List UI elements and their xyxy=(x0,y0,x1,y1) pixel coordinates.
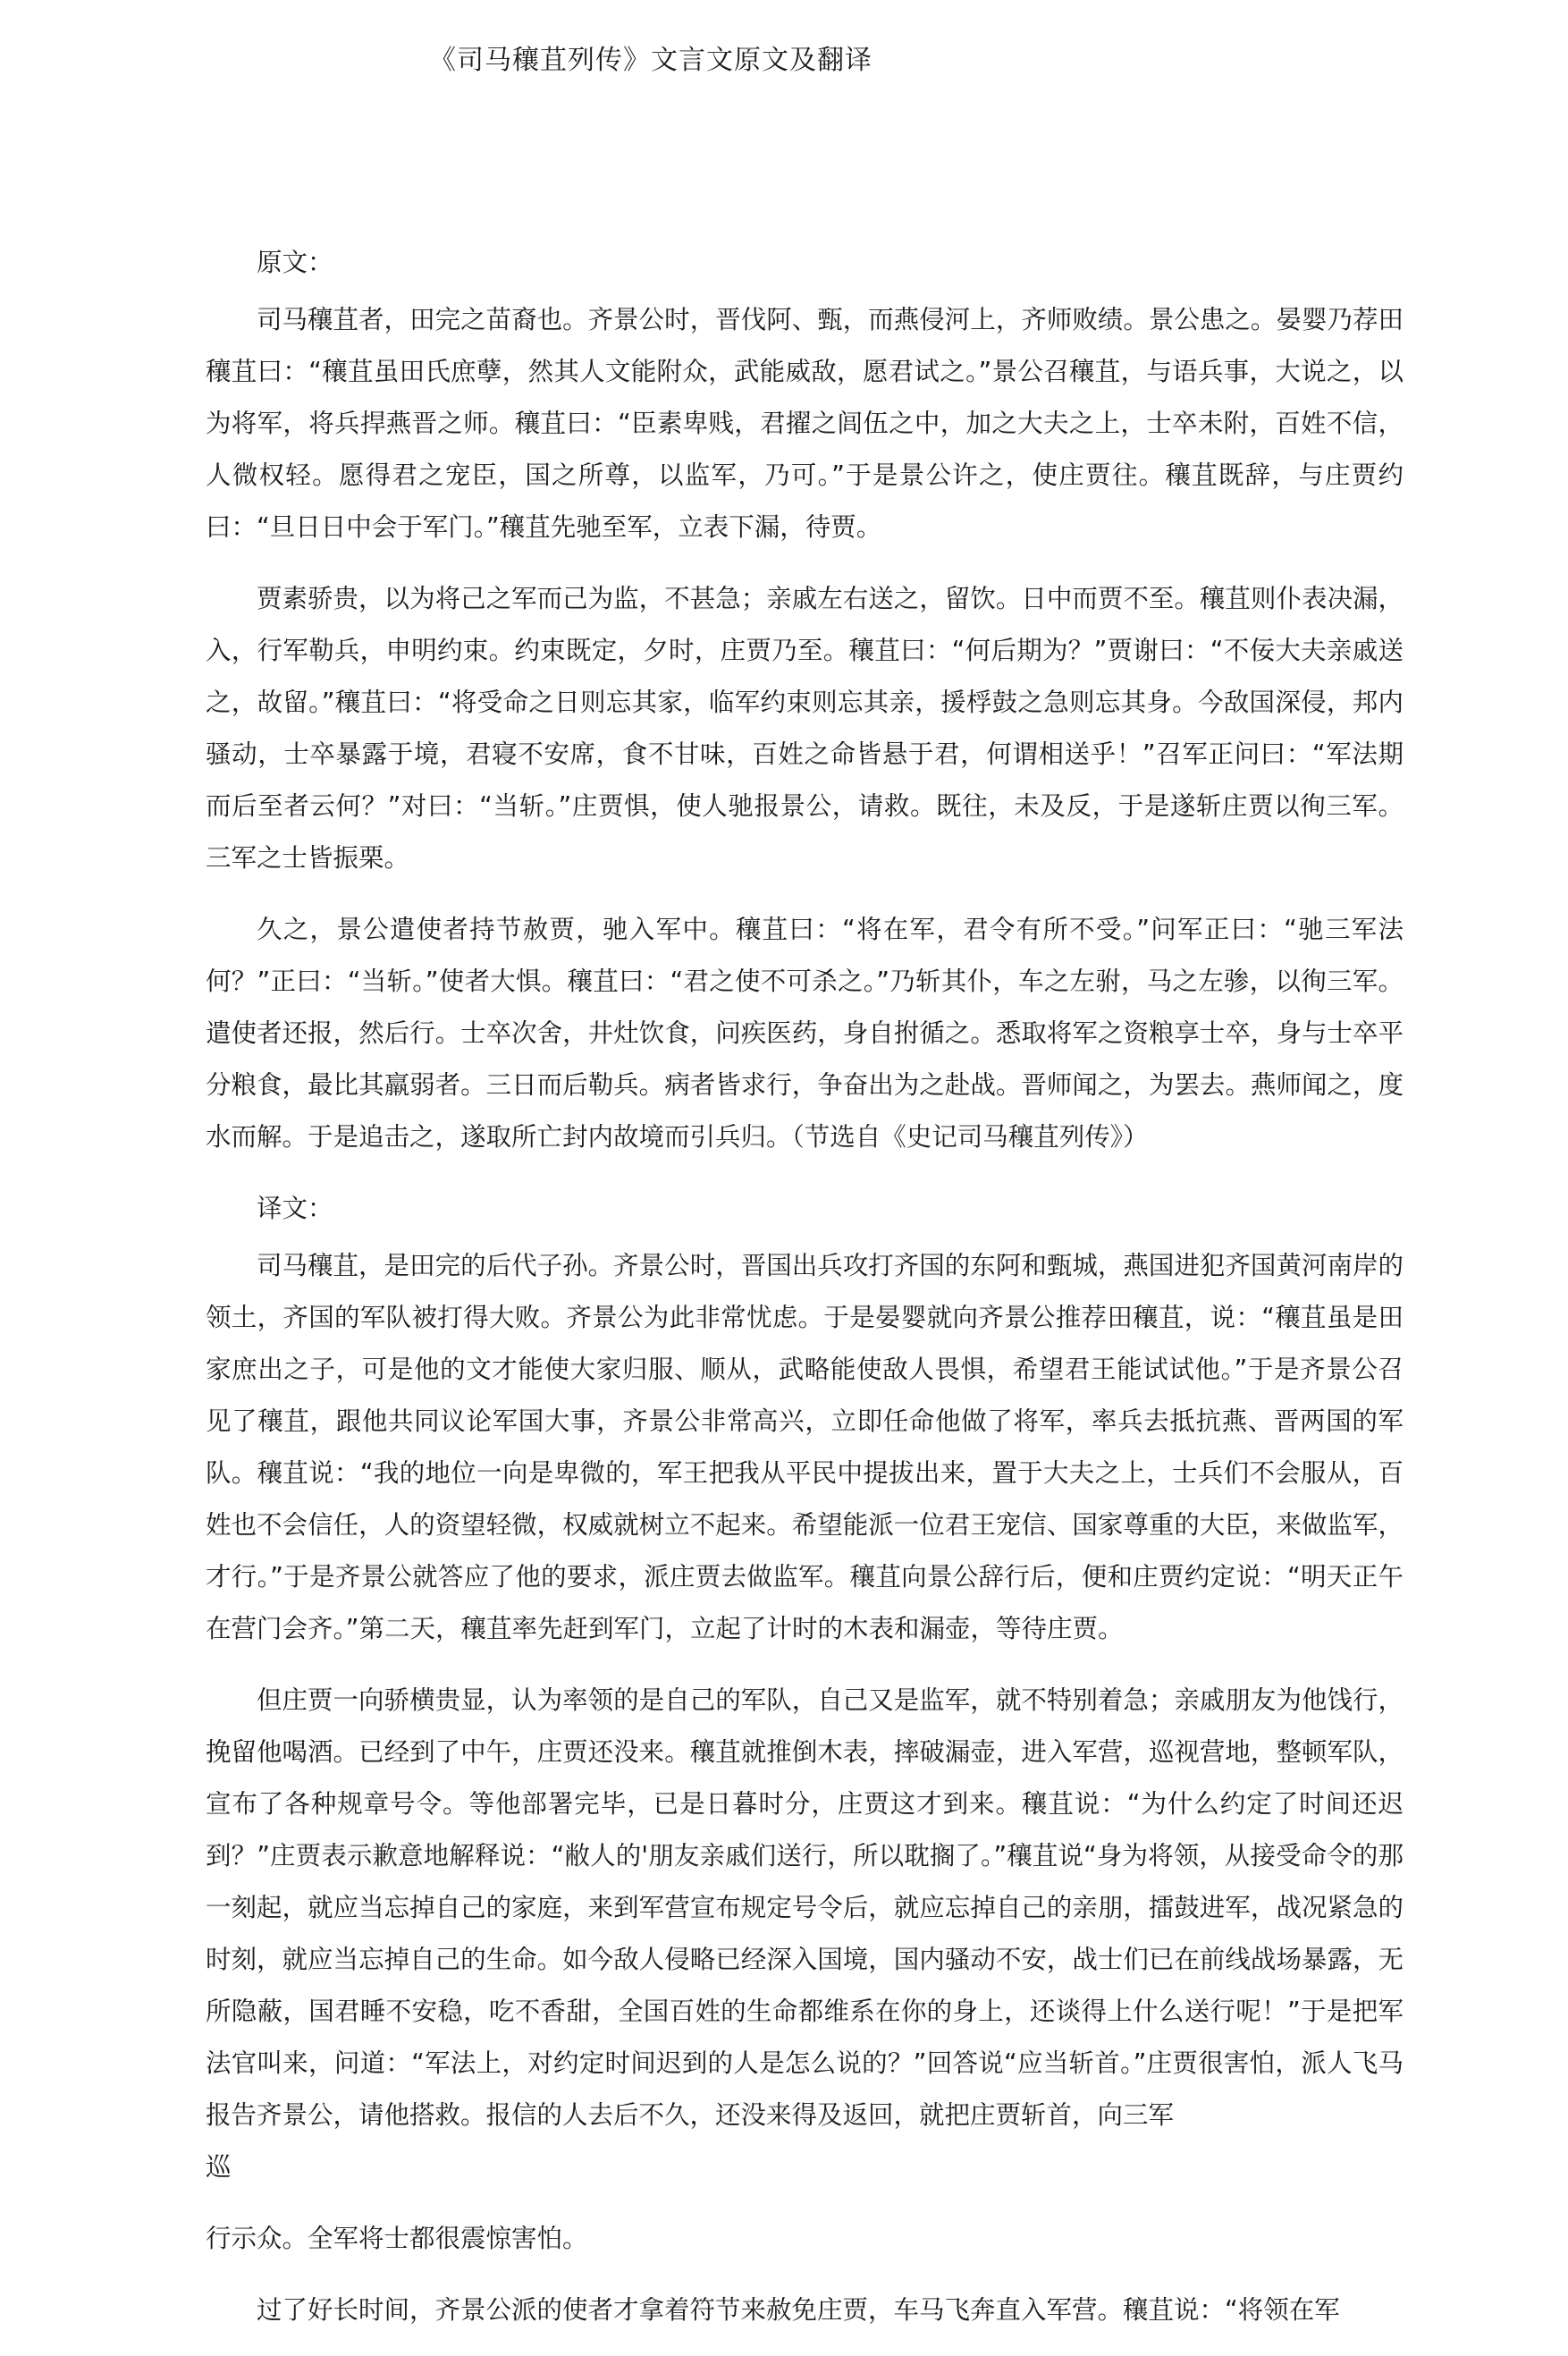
original-paragraph-3: 久之，景公遣使者持节赦贾，驰入军中。穰苴曰：“将在军，君令有所不受。”问军正曰：“驰三军法何？”正曰：“当斩。”使者大惧。穰苴曰：“君之使不可杀之。”乃斩其仆，车之左驸，马之左骖，以徇三军。遣使者还报，然后行。士卒次舍，井灶饮食，问疾医药，身自拊循之。悉取将军之资粮享士卒，身与士卒平分粮食，最比其羸弱者。三日而后勒兵。病者皆求行，争奋出为之赴战。晋师闻之，为罢去。燕师闻之，度水而解。于是追击之，遂取所亡封内故境而引兵归。（节选自《史记司马穰苴列传》） xyxy=(206,915,1404,1152)
translation-paragraph-2: 但庄贾一向骄横贵显，认为率领的是自己的军队，自己又是监军，就不特别着急；亲戚朋友为他饯行，挽留他喝酒。已经到了中午，庄贾还没来。穰苴就推倒木表，摔破漏壶，进入军营，巡视营地，整顿军队，宣布了各种规章号令。等他部署完毕，已是日暮时分，庄贾这才到来。穰苴说：“为什么约定了时间还迟到？”庄贾表示歉意地解释说：“敝人的'朋友亲戚们送行，所以耽搁了。”穰苴说“身为将领，从接受命令的那一刻起，就应当忘掉自己的家庭，来到军营宣布规定号令后，就应忘掉自己的亲朋，擂鼓进军，战况紧急的时刻，就应当忘掉自己的生命。如今敌人侵略已经深入国境，国内骚动不安，战士们已在前线战场暴露，无所隐蔽，国君睡不安稳，吃不香甜，全国百姓的生命都维系在你的身上，还谈得上什么送行呢！”于是把军法官叫来，问道：“军法上，对约定时间迟到的人是怎么说的？”回答说“应当斩首。”庄贾很害怕，派人飞马报告齐景公，请他搭救。报信的人去后不久，还没来得及返回，就把庄贾斩首，向三军 xyxy=(206,1685,1404,2130)
translation-stray-char: 巡 xyxy=(206,2152,232,2182)
original-paragraph-1: 司马穰苴者，田完之苗裔也。齐景公时，晋伐阿、甄，而燕侵河上，齐师败绩。景公患之。晏婴乃荐田穰苴曰：“穰苴虽田氏庶孽，然其人文能附众，武能威敌，愿君试之。”景公召穰苴，与语兵事，大说之，以为将军，将兵捍燕晋之师。穰苴曰：“臣素卑贱，君擢之闾伍之中，加之大夫之上，士卒未附，百姓不信，人微权轻。愿得君之宠臣，国之所尊，以监军，乃可。”于是景公许之，使庄贾往。穰苴既辞，与庄贾约曰：“旦日日中会于军门。”穰苴先驰至军，立表下漏，待贾。 xyxy=(206,305,1404,542)
original-paragraph-2: 贾素骄贵，以为将己之军而己为监，不甚急；亲戚左右送之，留饮。日中而贾不至。穰苴则仆表决漏，入，行军勒兵，申明约束。约束既定，夕时，庄贾乃至。穰苴曰：“何后期为？”贾谢曰：“不佞大夫亲戚送之，故留。”穰苴曰：“将受命之日则忘其家，临军约束则忘其亲，援桴鼓之急则忘其身。今敌国深侵，邦内骚动，士卒暴露于境，君寝不安席，食不甘味，百姓之命皆悬于君，何谓相送乎！”召军正问曰：“军法期而后至者云何？”对曰：“当斩。”庄贾惧，使人驰报景公，请救。既往，未及反，于是遂斩庄贾以徇三军。三军之士皆振栗。 xyxy=(206,584,1404,873)
translation-paragraph-2-tail: 行示众。全军将士都很震惊害怕。 xyxy=(206,2224,588,2253)
translation-paragraph-3: 过了好长时间，齐景公派的使者才拿着符节来赦免庄贾，车马飞奔直入军营。穰苴说：“将领在军 xyxy=(257,2295,1340,2325)
translation-paragraph-1: 司马穰苴，是田完的后代子孙。齐景公时，晋国出兵攻打齐国的东阿和甄城，燕国进犯齐国黄河南岸的领土，齐国的军队被打得大败。齐景公为此非常忧虑。于是晏婴就向齐景公推荐田穰苴，说：“穰苴虽是田家庶出之子，可是他的文才能使大家归服、顺从，武略能使敌人畏惧，希望君王能试试他。”于是齐景公召见了穰苴，跟他共同议论军国大事，齐景公非常高兴，立即任命他做了将军，率兵去抵抗燕、晋两国的军队。穰苴说：“我的地位一向是卑微的，军王把我从平民中提拔出来，置于大夫之上，士兵们不会服从，百姓也不会信任，人的资望轻微，权威就树立不起来。希望能派一位君王宠信、国家尊重的大臣，来做监军，才行。”于是齐景公就答应了他的要求，派庄贾去做监军。穰苴向景公辞行后，便和庄贾约定说：“明天正午在营门会齐。”第二天，穰苴率先赶到军门，立起了计时的木表和漏壶，等待庄贾。 xyxy=(206,1251,1404,1643)
original-label: 原文： xyxy=(257,248,333,277)
translation-label: 译文： xyxy=(257,1194,333,1223)
document-title: 《司马穰苴列传》文言文原文及翻译 xyxy=(429,45,873,76)
document-body xyxy=(206,237,1404,2356)
